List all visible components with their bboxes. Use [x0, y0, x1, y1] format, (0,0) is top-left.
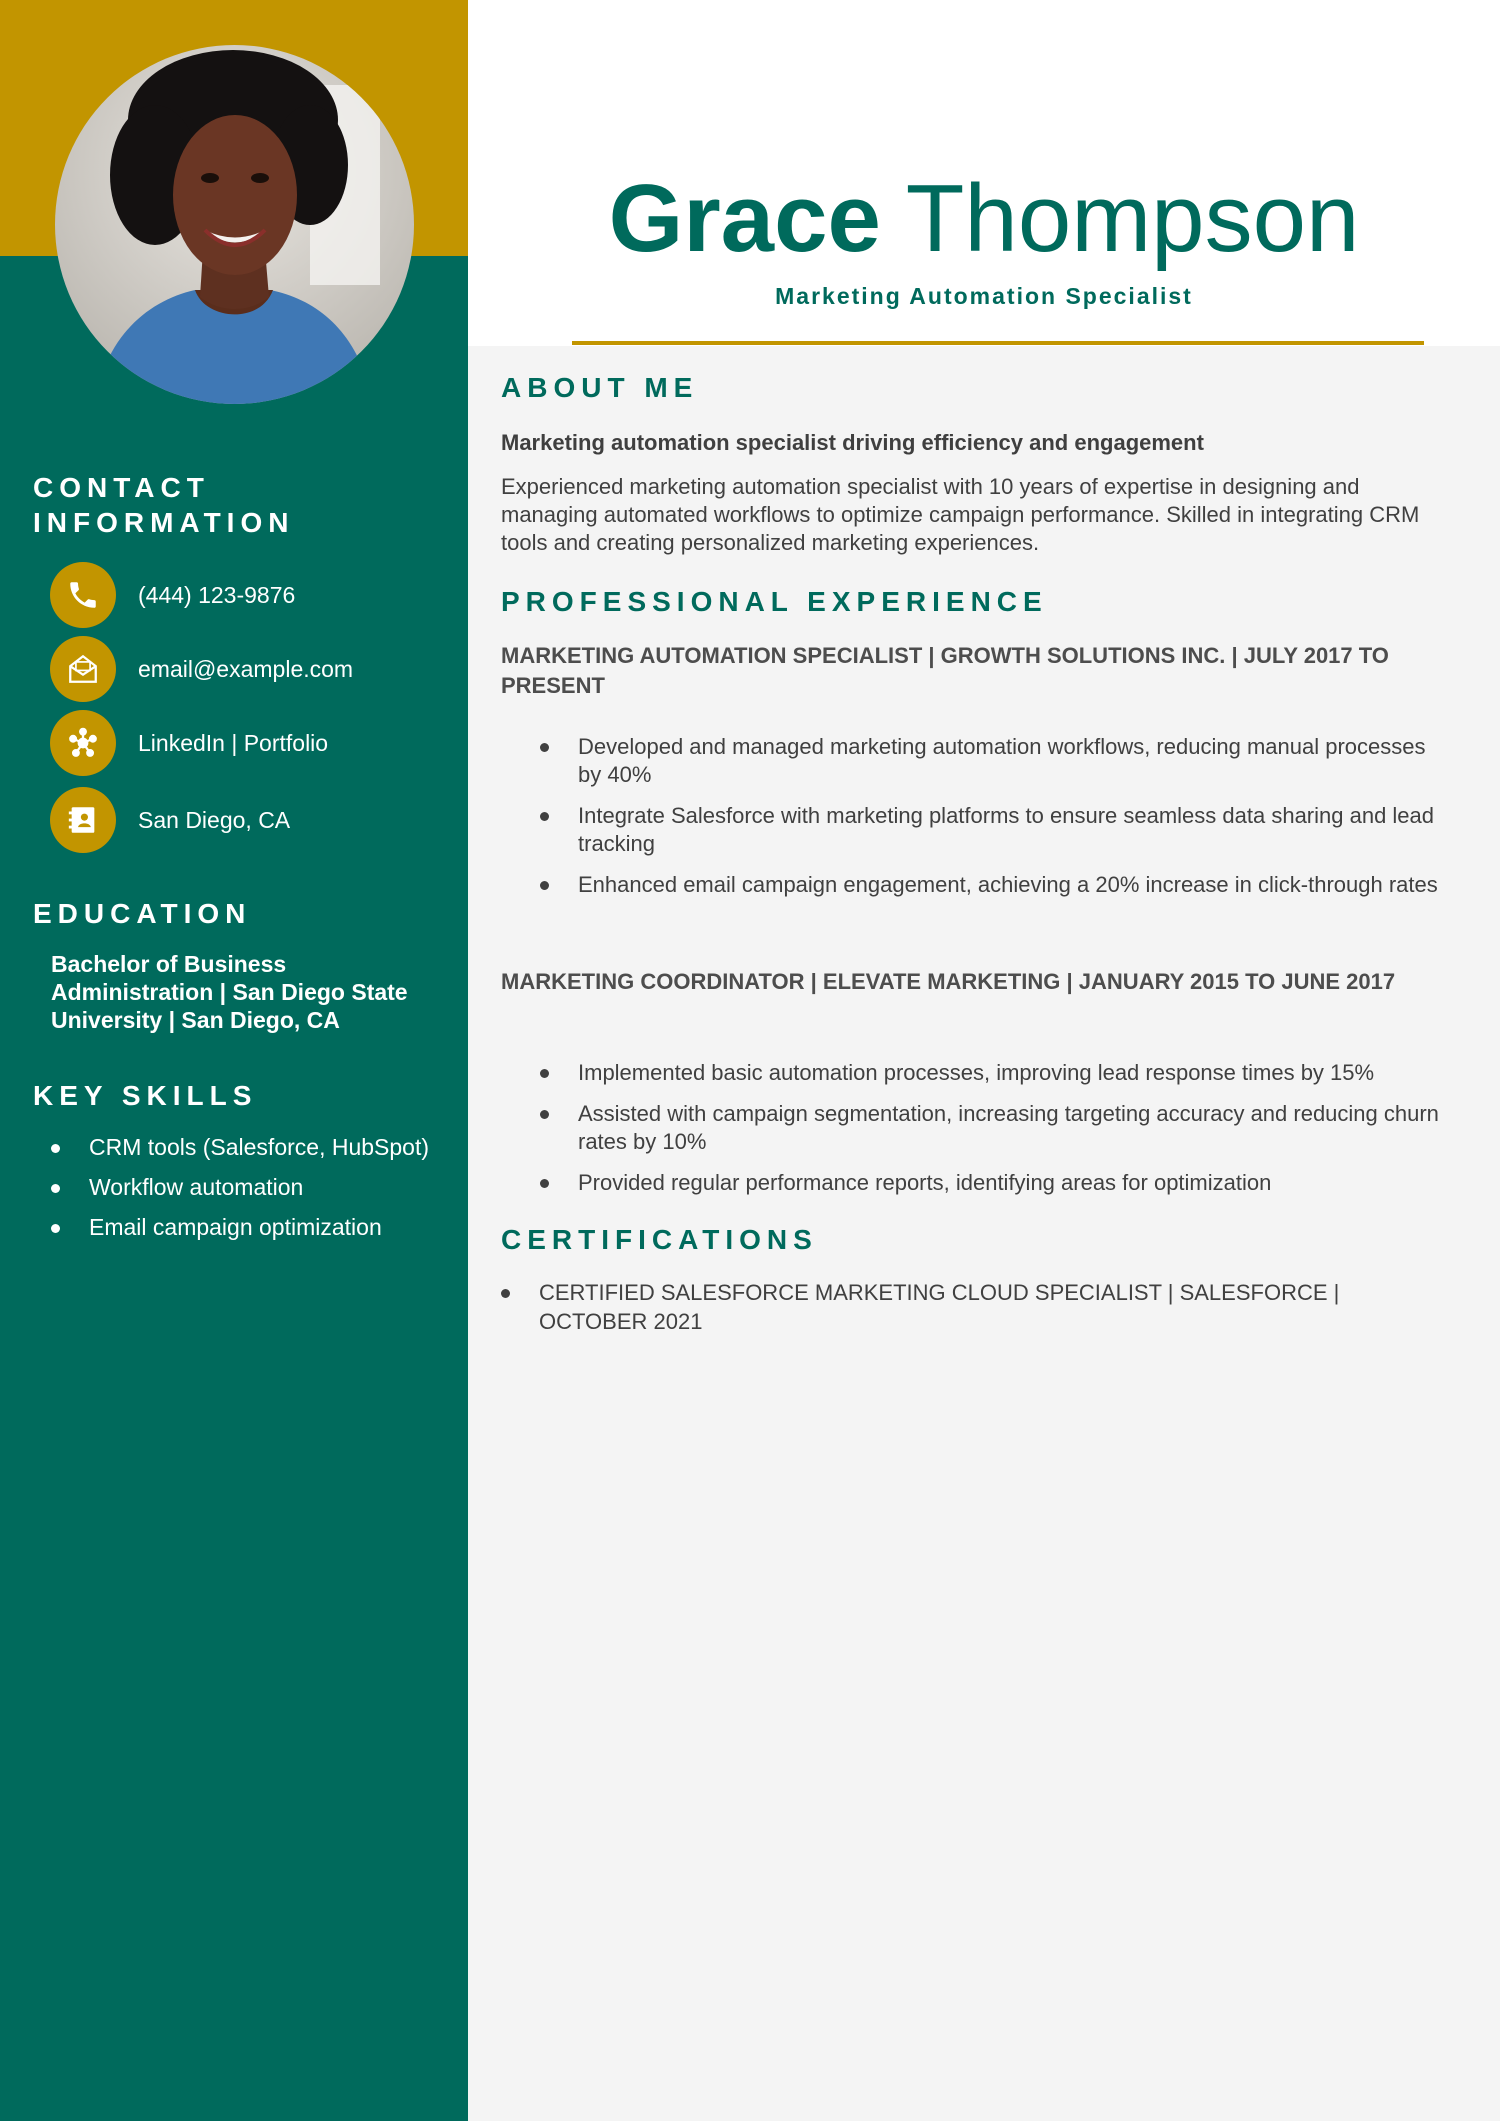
- contact-location-text: San Diego, CA: [138, 806, 291, 833]
- certifications-list: [499, 1278, 1449, 1336]
- job-subtitle: Marketing Automation Specialist: [775, 283, 1193, 309]
- contact-phone: [50, 562, 295, 628]
- job-bullet: Enhanced email campaign engagement, achieving a 20% increase in click-through rates: [538, 871, 1448, 899]
- about-body: Experienced marketing automation specialist with 10 years of expertise in designing and managing automated workflows to optimize campaign performance. Skilled in integrating CRM tools and creating personalized marketing experiences.: [501, 474, 1420, 555]
- education-heading: EDUCATION: [33, 898, 252, 929]
- job-bullet: Integrate Salesforce with marketing platforms to ensure seamless data sharing and lead tracking: [538, 802, 1448, 858]
- phone-icon: [50, 562, 116, 628]
- contact-email: [50, 636, 353, 702]
- about-heading: ABOUT ME: [501, 372, 699, 403]
- job-bullet: Assisted with campaign segmentation, increasing targeting accuracy and reducing churn rates by 10%: [538, 1100, 1448, 1156]
- job-bullet: Provided regular performance reports, identifying areas for optimization: [538, 1169, 1448, 1197]
- about-subheading: Marketing automation specialist driving efficiency and engagement: [501, 430, 1204, 455]
- certifications-heading: CERTIFICATIONS: [501, 1224, 818, 1255]
- contact-phone-text: (444) 123-9876: [138, 581, 296, 608]
- resume-header: [468, 0, 1500, 346]
- candidate-name: [468, 164, 1500, 274]
- experience-heading: PROFESSIONAL EXPERIENCE: [501, 586, 1048, 617]
- job-bullets: [538, 1059, 1448, 1210]
- certification-item: CERTIFIED SALESFORCE MARKETING CLOUD SPECIALIST | SALESFORCE | OCTOBER 2021: [499, 1278, 1449, 1336]
- skill-item: Email campaign optimization: [47, 1210, 429, 1250]
- job-title: MARKETING COORDINATOR | ELEVATE MARKETING | JANUARY 2015 TO JUNE 2017: [501, 969, 1396, 994]
- contact-links: [50, 710, 328, 776]
- sidebar: [0, 0, 468, 2121]
- contact-heading: CONTACT INFORMATION: [33, 472, 295, 538]
- job-bullets: [538, 733, 1448, 912]
- skills-list: [47, 1130, 429, 1250]
- header-divider: [572, 341, 1424, 345]
- contact-links-text: LinkedIn | Portfolio: [138, 729, 329, 756]
- email-icon: [50, 636, 116, 702]
- contact-email-text: email@example.com: [138, 655, 354, 682]
- skill-item: CRM tools (Salesforce, HubSpot): [47, 1130, 429, 1170]
- skill-item: Workflow automation: [47, 1170, 429, 1210]
- education-entry: Bachelor of Business Administration | San Diego State University | San Diego, CA: [51, 951, 408, 1033]
- profile-photo: [55, 45, 414, 404]
- contact-location: [50, 787, 290, 853]
- network-icon: [50, 710, 116, 776]
- address-book-icon: [50, 787, 116, 853]
- job-title: MARKETING AUTOMATION SPECIALIST | GROWTH SOLUTIONS INC. | JULY 2017 TO PRESENT: [501, 643, 1389, 698]
- job-bullet: Developed and managed marketing automation workflows, reducing manual processes by 40%: [538, 733, 1448, 789]
- last-name: Thompson: [905, 165, 1360, 272]
- portrait-illustration: [55, 45, 414, 404]
- first-name: Grace: [608, 165, 881, 272]
- job-bullet: Implemented basic automation processes, improving lead response times by 15%: [538, 1059, 1448, 1087]
- skills-heading: KEY SKILLS: [33, 1080, 258, 1111]
